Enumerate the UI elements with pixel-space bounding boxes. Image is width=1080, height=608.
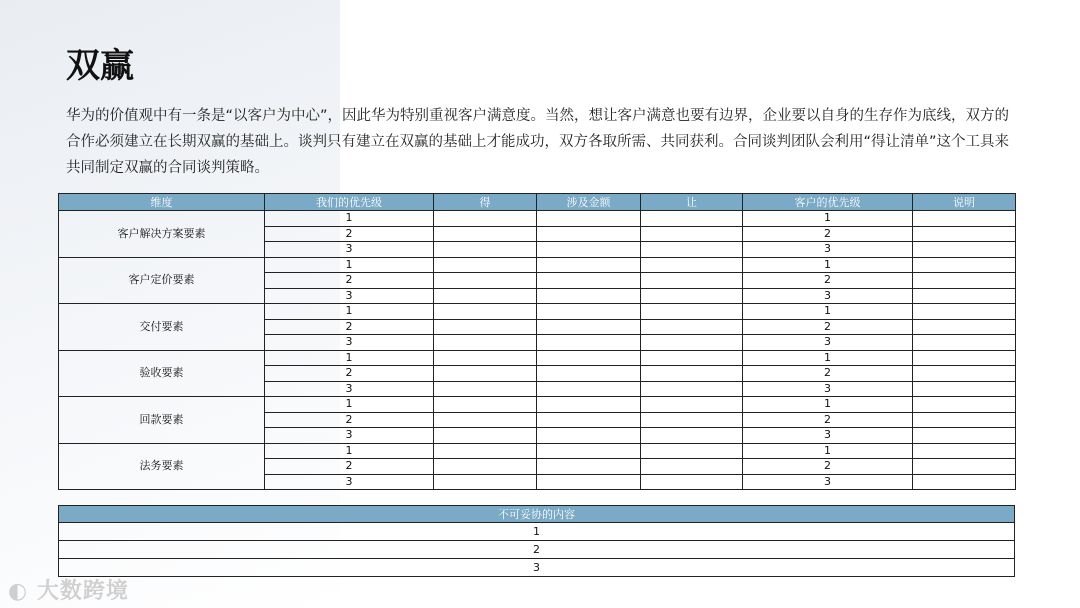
our-priority-cell: 3 — [265, 474, 434, 490]
gain-cell[interactable] — [434, 304, 537, 320]
client-priority-cell: 2 — [743, 226, 913, 242]
our-priority-cell: 2 — [265, 412, 434, 428]
client-priority-cell: 3 — [743, 335, 913, 351]
amount-cell[interactable] — [537, 335, 641, 351]
concede-cell[interactable] — [641, 335, 743, 351]
concede-cell[interactable] — [641, 459, 743, 475]
gain-cell[interactable] — [434, 350, 537, 366]
client-priority-cell: 3 — [743, 474, 913, 490]
gain-cell[interactable] — [434, 474, 537, 490]
gain-cell[interactable] — [434, 211, 537, 227]
client-priority-cell: 2 — [743, 459, 913, 475]
dimension-cell: 客户定价要素 — [59, 257, 265, 304]
concede-cell[interactable] — [641, 211, 743, 227]
our-priority-cell: 3 — [265, 288, 434, 304]
concede-cell[interactable] — [641, 273, 743, 289]
client-priority-cell: 1 — [743, 304, 913, 320]
table-row — [59, 211, 1016, 227]
non-negotiable-item: 1 — [59, 523, 1015, 541]
our-priority-cell: 3 — [265, 428, 434, 444]
gain-cell[interactable] — [434, 288, 537, 304]
amount-cell[interactable] — [537, 474, 641, 490]
our-priority-cell: 1 — [265, 257, 434, 273]
table-row — [59, 443, 1016, 459]
our-priority-cell: 2 — [265, 366, 434, 382]
amount-cell[interactable] — [537, 211, 641, 227]
gain-cell[interactable] — [434, 242, 537, 258]
concede-cell[interactable] — [641, 288, 743, 304]
amount-cell[interactable] — [537, 304, 641, 320]
table-row — [59, 523, 1015, 541]
amount-cell[interactable] — [537, 366, 641, 382]
watermark-logo: ◐ 大数跨境 — [8, 579, 129, 604]
note-cell[interactable] — [913, 304, 1016, 320]
dimension-cell: 交付要素 — [59, 304, 265, 351]
concede-cell[interactable] — [641, 428, 743, 444]
concede-cell[interactable] — [641, 304, 743, 320]
our-priority-cell: 1 — [265, 211, 434, 227]
dimension-cell: 法务要素 — [59, 443, 265, 490]
column-header: 我们的优先级 — [265, 194, 434, 211]
our-priority-cell: 3 — [265, 242, 434, 258]
our-priority-cell: 1 — [265, 304, 434, 320]
note-cell[interactable] — [913, 211, 1016, 227]
concede-cell[interactable] — [641, 242, 743, 258]
our-priority-cell: 2 — [265, 226, 434, 242]
our-priority-cell: 3 — [265, 335, 434, 351]
note-cell[interactable] — [913, 288, 1016, 304]
note-cell[interactable] — [913, 459, 1016, 475]
column-header: 客户的优先级 — [743, 194, 913, 211]
concede-cell[interactable] — [641, 319, 743, 335]
amount-cell[interactable] — [537, 381, 641, 397]
client-priority-cell: 3 — [743, 288, 913, 304]
amount-cell[interactable] — [537, 428, 641, 444]
gain-cell[interactable] — [434, 335, 537, 351]
give-take-table — [58, 193, 1016, 490]
amount-cell[interactable] — [537, 226, 641, 242]
our-priority-cell: 3 — [265, 381, 434, 397]
gain-cell[interactable] — [434, 226, 537, 242]
gain-cell[interactable] — [434, 459, 537, 475]
concede-cell[interactable] — [641, 443, 743, 459]
note-cell[interactable] — [913, 397, 1016, 413]
note-cell[interactable] — [913, 335, 1016, 351]
amount-cell[interactable] — [537, 288, 641, 304]
note-cell[interactable] — [913, 257, 1016, 273]
table-row — [59, 304, 1016, 320]
watermark-text: 大数跨境 — [36, 579, 129, 604]
column-header: 说明 — [913, 194, 1016, 211]
client-priority-cell: 1 — [743, 211, 913, 227]
column-header: 维度 — [59, 194, 265, 211]
column-header: 得 — [434, 194, 537, 211]
our-priority-cell: 2 — [265, 459, 434, 475]
concede-cell[interactable] — [641, 350, 743, 366]
dimension-cell: 客户解决方案要素 — [59, 211, 265, 258]
our-priority-cell: 2 — [265, 319, 434, 335]
concede-cell[interactable] — [641, 412, 743, 428]
note-cell[interactable] — [913, 273, 1016, 289]
non-negotiable-item: 2 — [59, 541, 1015, 559]
concede-cell[interactable] — [641, 257, 743, 273]
note-cell[interactable] — [913, 350, 1016, 366]
gain-cell[interactable] — [434, 443, 537, 459]
non-negotiable-item: 3 — [59, 559, 1015, 577]
concede-cell[interactable] — [641, 226, 743, 242]
amount-cell[interactable] — [537, 443, 641, 459]
gain-cell[interactable] — [434, 257, 537, 273]
our-priority-cell: 1 — [265, 350, 434, 366]
gain-cell[interactable] — [434, 366, 537, 382]
amount-cell[interactable] — [537, 459, 641, 475]
our-priority-cell: 1 — [265, 397, 434, 413]
dimension-cell: 回款要素 — [59, 397, 265, 444]
amount-cell[interactable] — [537, 257, 641, 273]
note-cell[interactable] — [913, 381, 1016, 397]
table-row — [59, 350, 1016, 366]
gain-cell[interactable] — [434, 273, 537, 289]
dimension-cell: 验收要素 — [59, 350, 265, 397]
gain-cell[interactable] — [434, 381, 537, 397]
gain-cell[interactable] — [434, 397, 537, 413]
client-priority-cell: 1 — [743, 397, 913, 413]
column-header: 涉及金额 — [537, 194, 641, 211]
page-title: 双赢 — [66, 46, 134, 86]
table-row — [59, 257, 1016, 273]
concede-cell[interactable] — [641, 474, 743, 490]
non-negotiable-table — [58, 505, 1015, 577]
amount-cell[interactable] — [537, 412, 641, 428]
client-priority-cell: 2 — [743, 412, 913, 428]
amount-cell[interactable] — [537, 397, 641, 413]
gain-cell[interactable] — [434, 412, 537, 428]
note-cell[interactable] — [913, 412, 1016, 428]
amount-cell[interactable] — [537, 273, 641, 289]
client-priority-cell: 1 — [743, 443, 913, 459]
table-header: 不可妥协的内容 — [59, 506, 1015, 523]
client-priority-cell: 2 — [743, 273, 913, 289]
table-row — [59, 397, 1016, 413]
our-priority-cell: 2 — [265, 273, 434, 289]
table-row — [59, 541, 1015, 559]
intro-paragraph: 华为的价值观中有一条是“以客户为中心”，因此华为特别重视客户满意度。当然，想让客户满意也要有边界，企业要以自身的生存作为底线，双方的合作必须建立在长期双赢的基础上。谈判只有建立在双赢的基础上才能成功，双方各取所需、共同获利。合同谈判团队会利用“得让清单”这个工具来共同制定双赢的合同谈判策略。 — [66, 108, 1010, 176]
client-priority-cell: 1 — [743, 257, 913, 273]
note-cell[interactable] — [913, 226, 1016, 242]
concede-cell[interactable] — [641, 381, 743, 397]
note-cell[interactable] — [913, 443, 1016, 459]
amount-cell[interactable] — [537, 242, 641, 258]
client-priority-cell: 3 — [743, 428, 913, 444]
concede-cell[interactable] — [641, 397, 743, 413]
amount-cell[interactable] — [537, 319, 641, 335]
note-cell[interactable] — [913, 242, 1016, 258]
note-cell[interactable] — [913, 428, 1016, 444]
client-priority-cell: 2 — [743, 366, 913, 382]
client-priority-cell: 2 — [743, 319, 913, 335]
concede-cell[interactable] — [641, 366, 743, 382]
note-cell[interactable] — [913, 319, 1016, 335]
client-priority-cell: 1 — [743, 350, 913, 366]
gain-cell[interactable] — [434, 319, 537, 335]
table-row — [59, 559, 1015, 577]
gain-cell[interactable] — [434, 428, 537, 444]
column-header: 让 — [641, 194, 743, 211]
note-cell[interactable] — [913, 474, 1016, 490]
client-priority-cell: 3 — [743, 242, 913, 258]
client-priority-cell: 3 — [743, 381, 913, 397]
our-priority-cell: 1 — [265, 443, 434, 459]
note-cell[interactable] — [913, 366, 1016, 382]
amount-cell[interactable] — [537, 350, 641, 366]
